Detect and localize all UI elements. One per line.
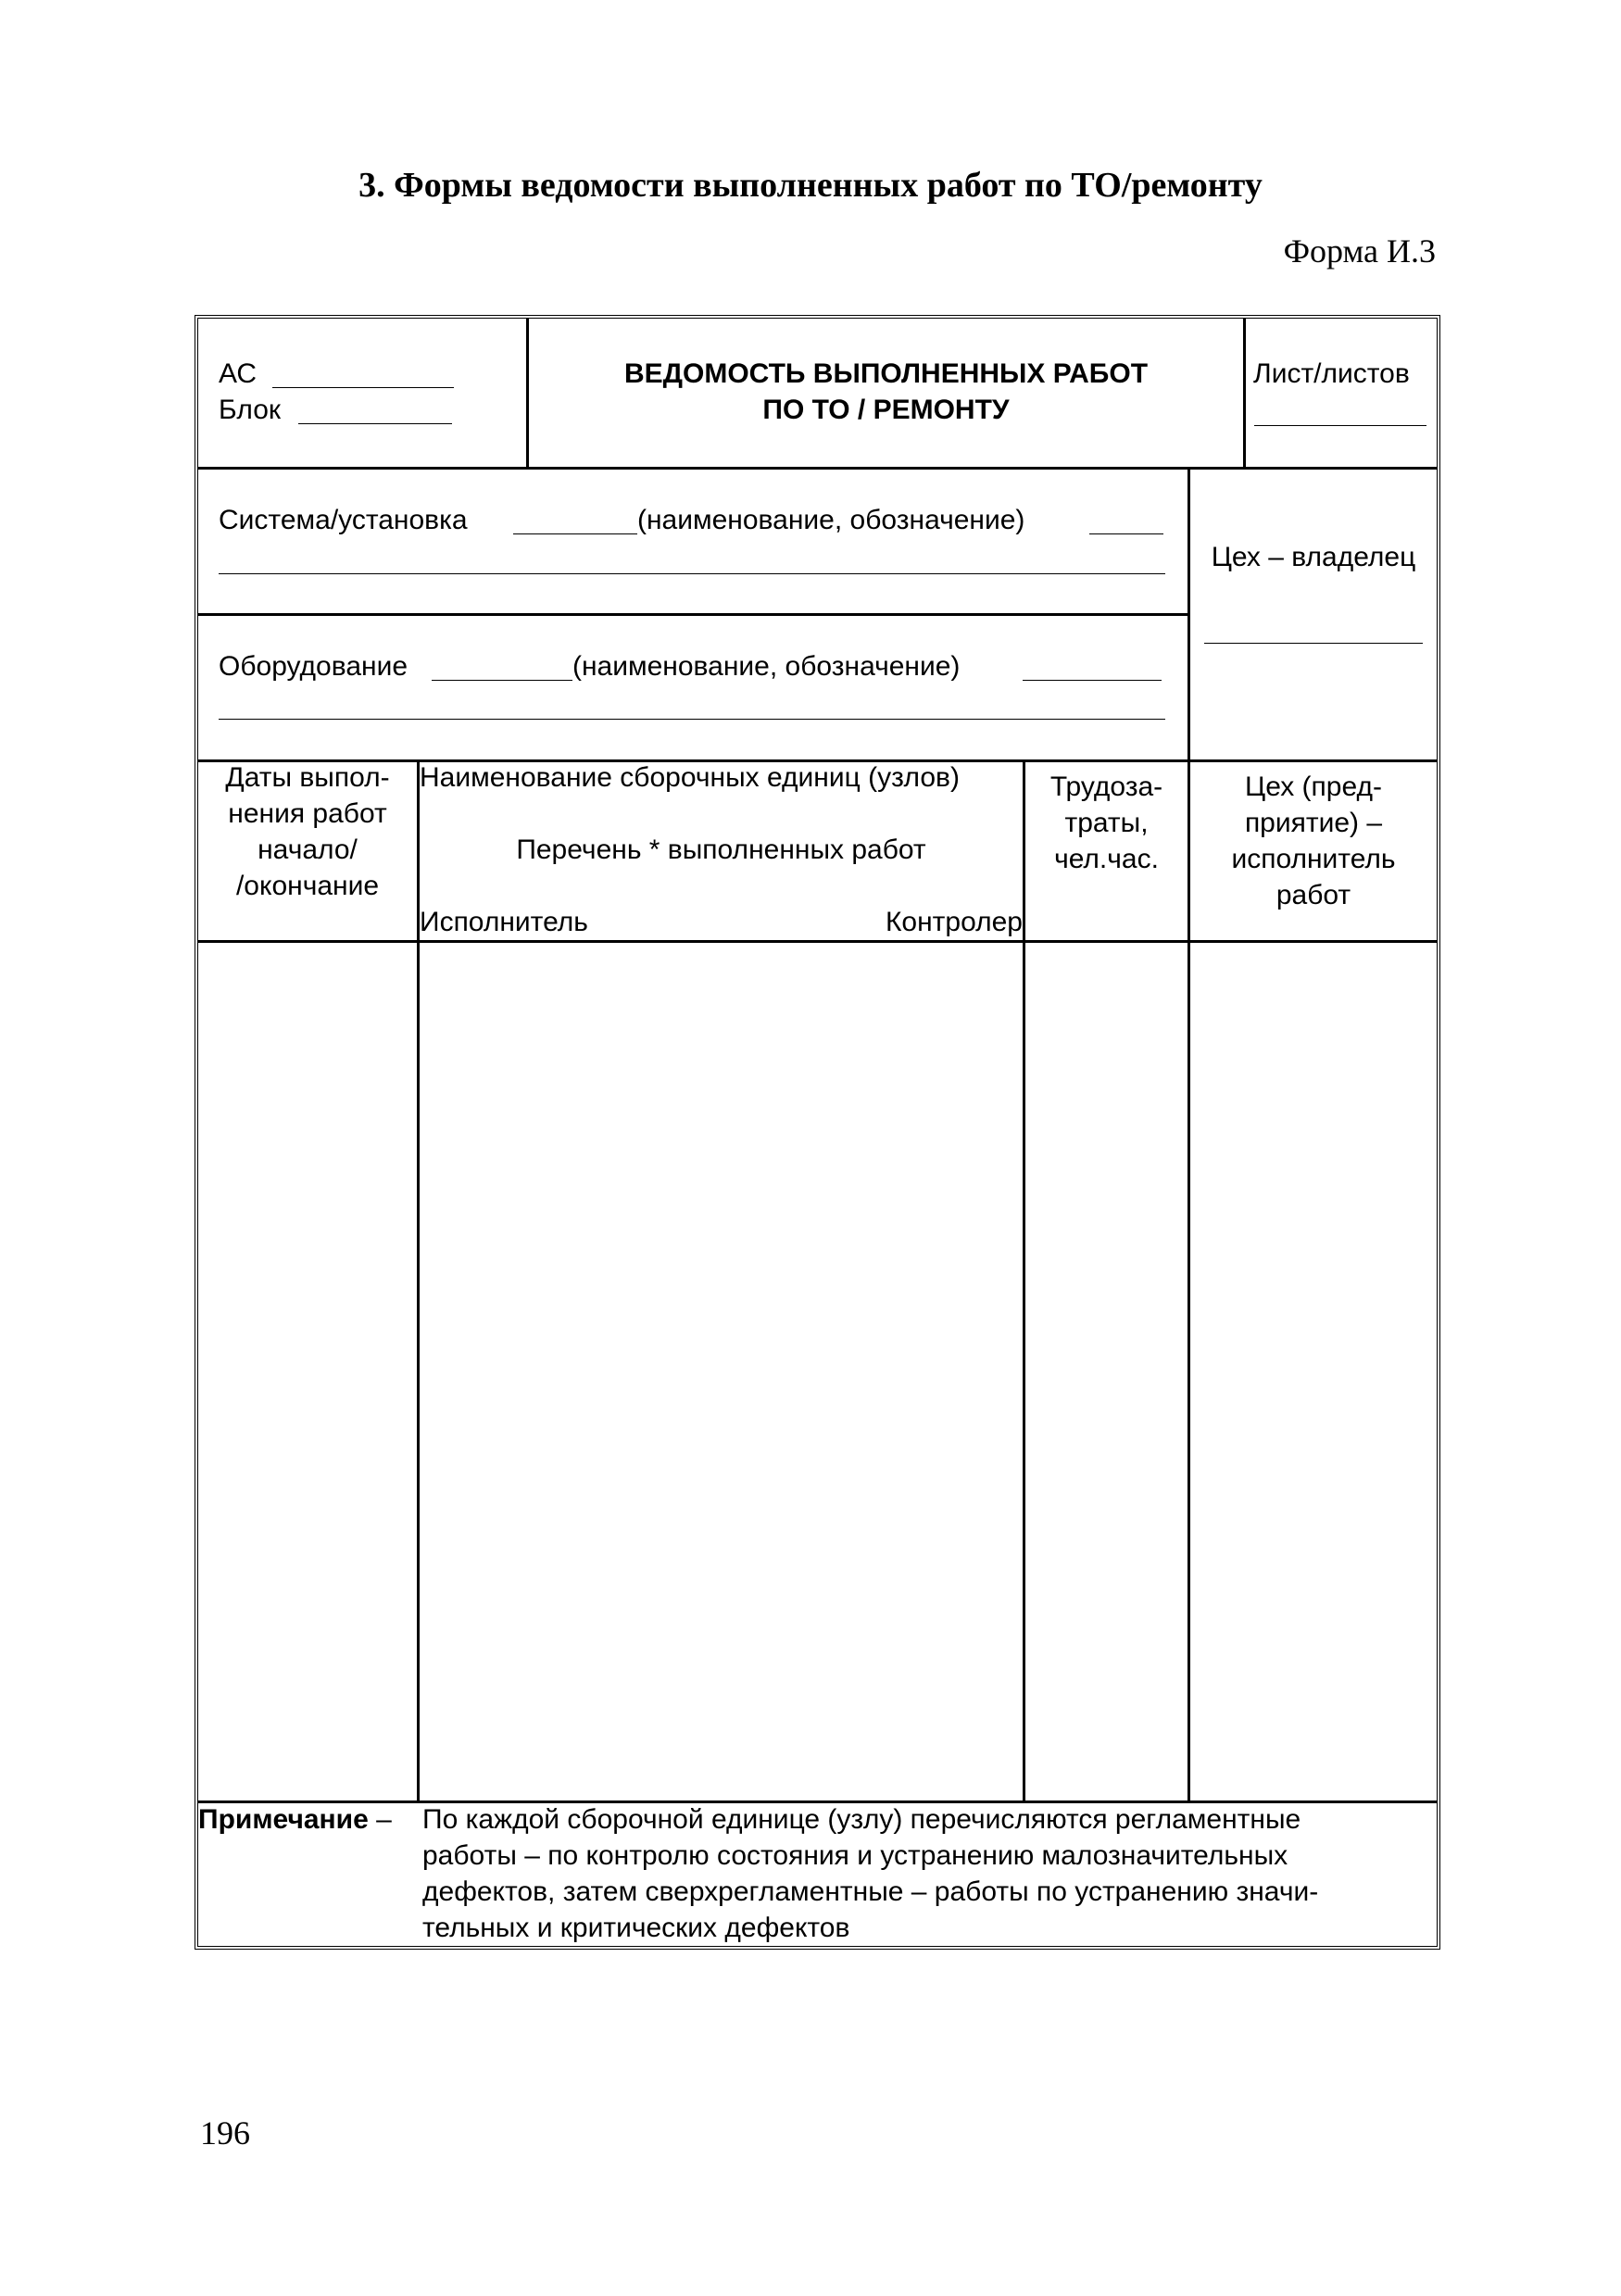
labor-cell[interactable] <box>1025 943 1187 1800</box>
equipment-hint: (наименование, обозначение) <box>572 651 961 682</box>
note-line4: тельных и критических дефектов <box>422 1913 850 1943</box>
equipment-field-part2[interactable] <box>1023 680 1162 681</box>
equipment-field-part1[interactable] <box>432 680 572 681</box>
block-field[interactable] <box>298 423 452 424</box>
as-label: АС <box>219 358 258 389</box>
page-number: 196 <box>200 2114 250 2152</box>
form-label: Форма И.3 <box>1283 232 1436 270</box>
equipment-label: Оборудование <box>219 651 408 682</box>
executor-header-line4: работ <box>1275 880 1351 910</box>
labor-header-line1: Трудоза- <box>1049 772 1163 802</box>
equipment-field-line2[interactable] <box>219 719 1165 720</box>
header-bottom-line <box>198 467 1437 470</box>
block-label: Блок <box>219 395 282 425</box>
executor-header-line2: приятие) – <box>1244 808 1383 838</box>
note-dash: – <box>368 1804 400 1835</box>
controller-header: Контролер <box>885 907 1023 937</box>
note-line1: По каждой сборочной единице (узлу) перечисляются регламентные <box>422 1804 1301 1835</box>
system-bottom-line <box>198 613 1187 616</box>
system-field-part1[interactable] <box>513 533 637 534</box>
form-title-line1: ВЕДОМОСТЬ ВЫПОЛНЕННЫХ РАБОТ <box>623 358 1149 389</box>
executor-header-line1: Цех (пред- <box>1245 772 1382 802</box>
header-divider-right <box>1243 319 1246 469</box>
form-title-line2: ПО ТО / РЕМОНТУ <box>762 395 1010 425</box>
system-field-part2[interactable] <box>1089 533 1163 534</box>
works-cell[interactable] <box>420 943 1023 1800</box>
executor-header-line3: исполнитель <box>1231 844 1396 874</box>
workshop-owner-field[interactable] <box>1204 643 1423 644</box>
dates-header-line1: Даты выпол- <box>225 762 390 793</box>
work-report-form <box>195 315 1440 1950</box>
note-label-line <box>198 1801 399 1838</box>
dates-cell[interactable] <box>198 943 417 1800</box>
page-title: 3. Формы ведомости выполненных работ по ТО/ремонту <box>358 166 1263 205</box>
sheets-label: Лист/листов <box>1253 358 1410 389</box>
works-list-header: Перечень * выполненных работ <box>516 834 926 865</box>
system-hint: (наименование, обозначение) <box>637 505 1025 535</box>
note-line2: работы – по контролю состояния и устранению малозначительных <box>422 1840 1288 1871</box>
system-label: Система/установка <box>219 505 468 535</box>
labor-header-line3: чел.час. <box>1054 844 1159 874</box>
system-field-line2[interactable] <box>219 573 1165 574</box>
performer-header: Исполнитель <box>420 907 588 937</box>
note-label: Примечание <box>198 1804 369 1835</box>
as-field[interactable] <box>272 387 454 388</box>
workshop-owner-label: Цех – владелец <box>1211 542 1416 572</box>
executor-cell[interactable] <box>1190 943 1437 1800</box>
sheets-field[interactable] <box>1254 425 1426 426</box>
dates-header-line4: /окончание <box>235 871 380 901</box>
assembly-units-header: Наименование сборочных единиц (узлов) <box>420 762 960 793</box>
labor-header-line2: траты, <box>1064 808 1149 838</box>
dates-header-line3: начало/ <box>258 834 358 865</box>
note-line3: дефектов, затем сверхрегламентные – работы по устранению значи- <box>422 1876 1319 1907</box>
dates-header-line2: нения работ <box>228 798 387 829</box>
